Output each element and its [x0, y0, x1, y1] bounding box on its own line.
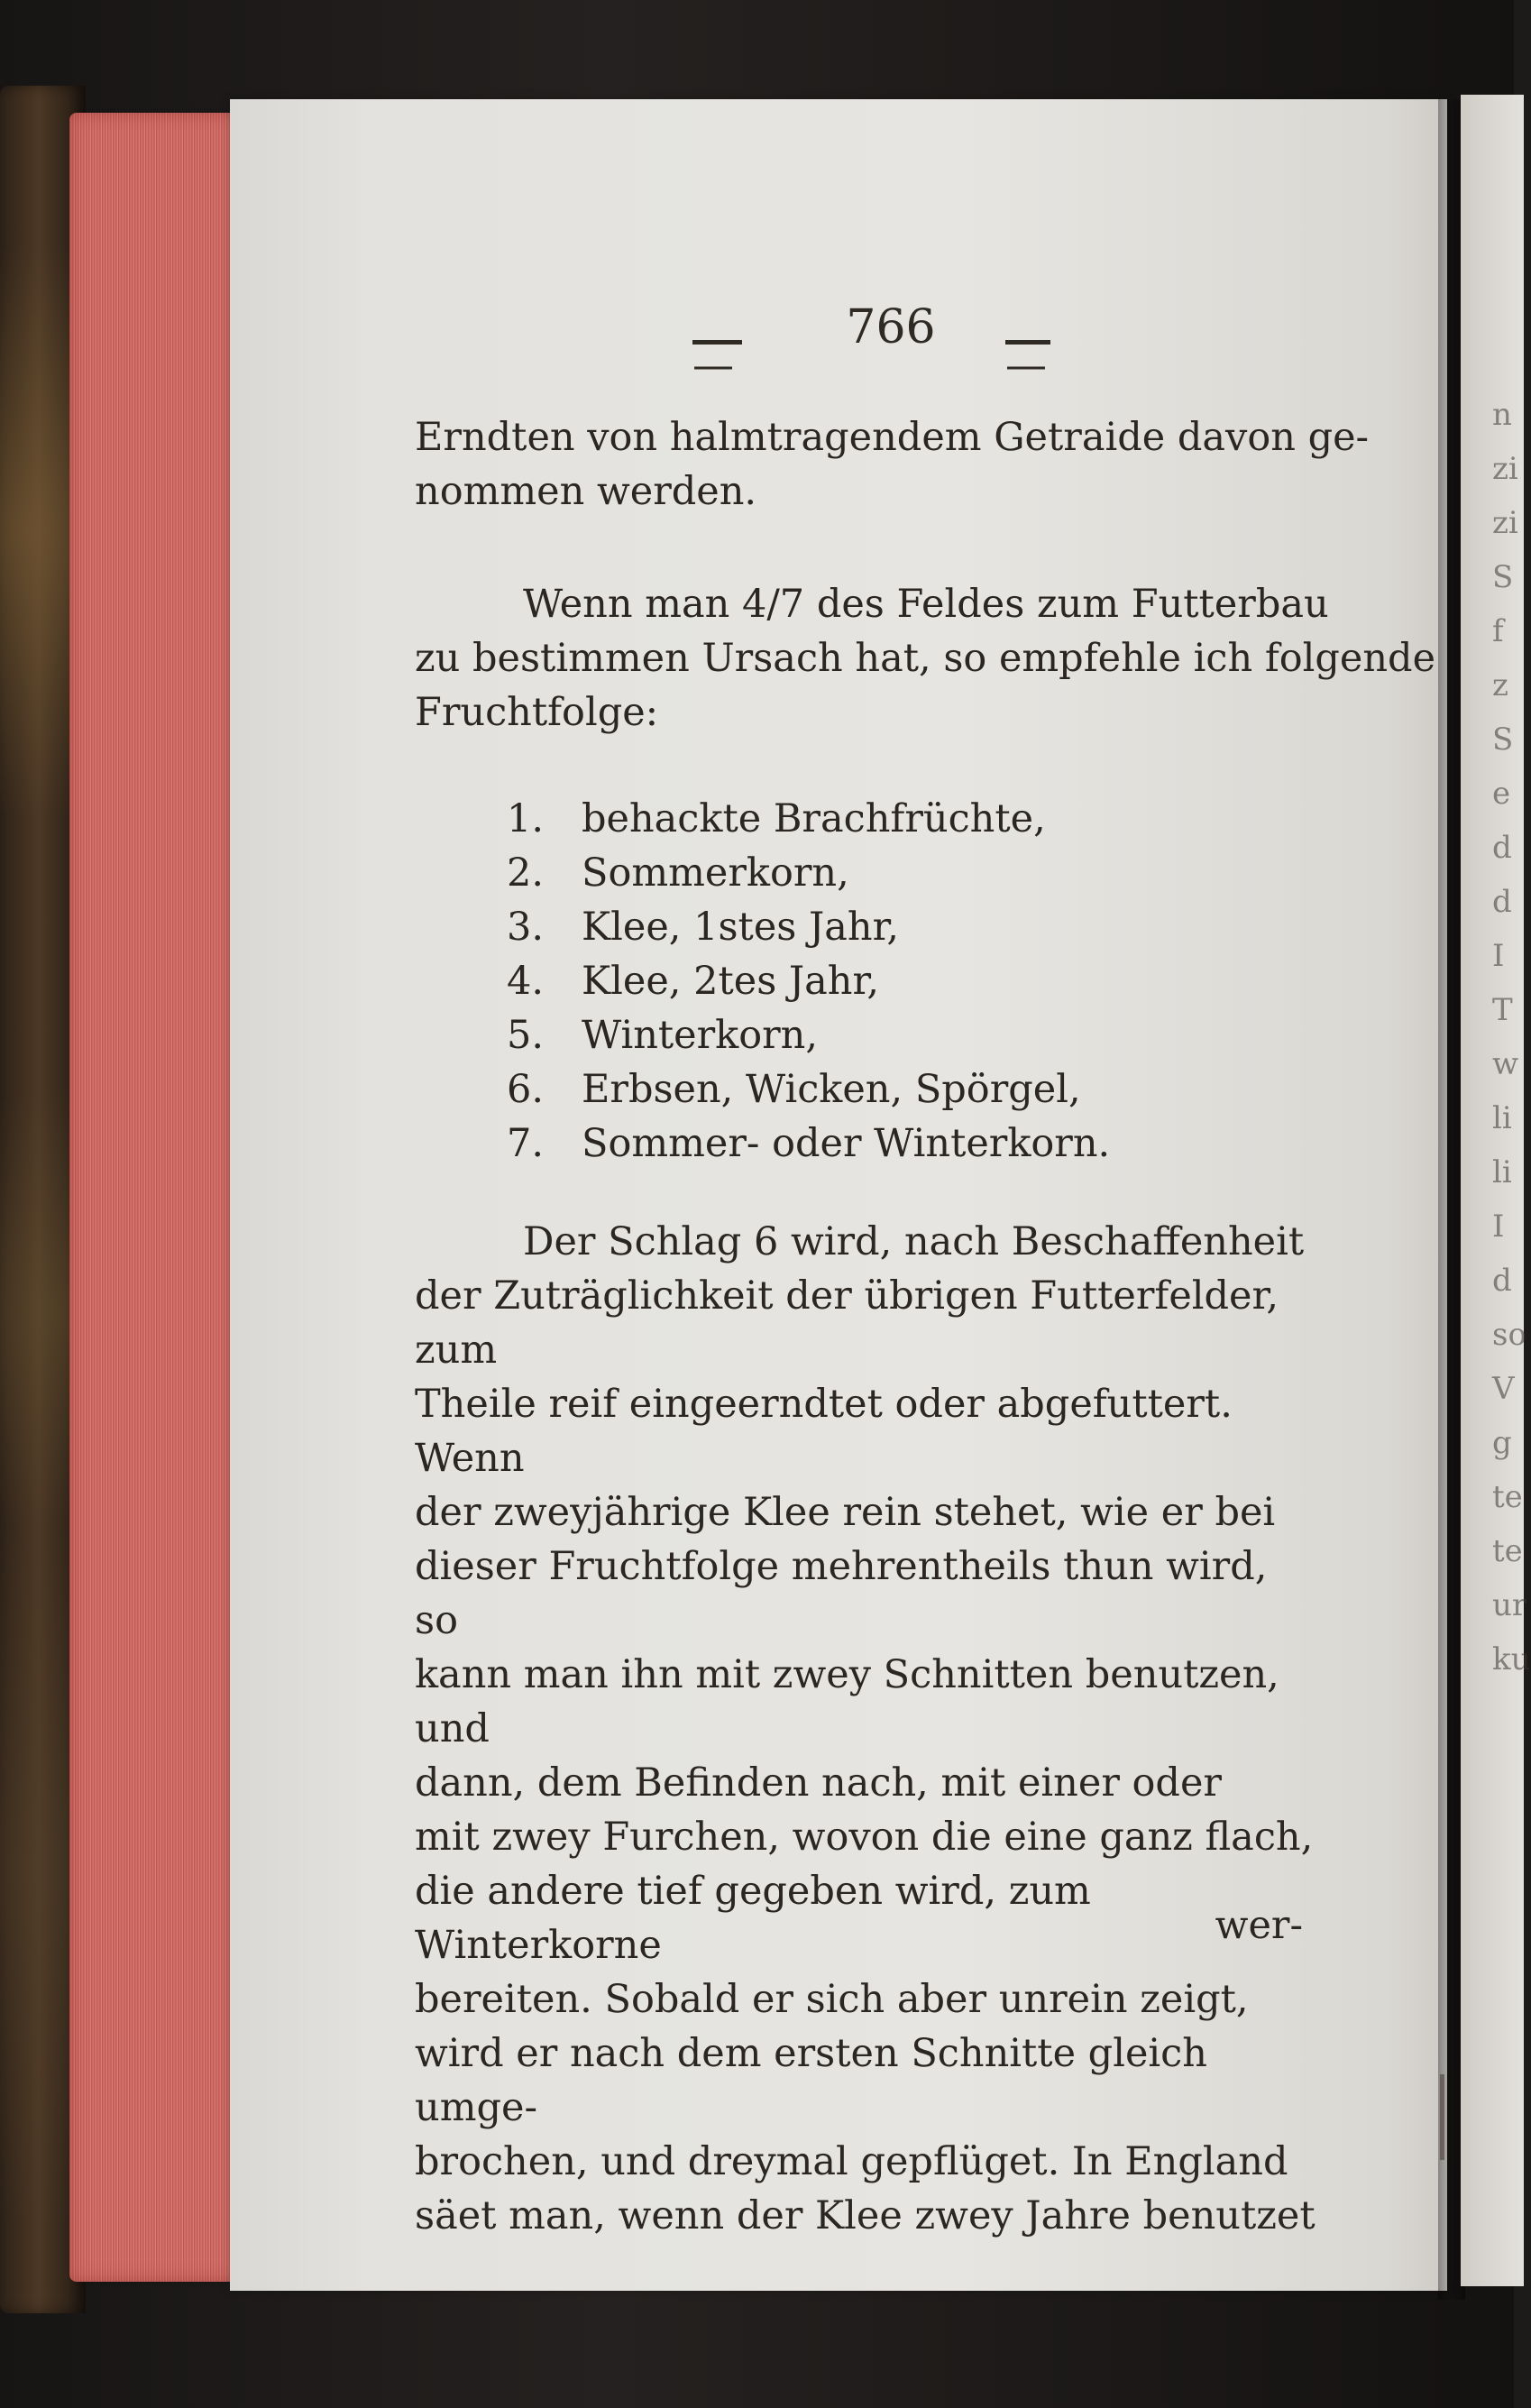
- fragment-text: te: [1492, 1533, 1523, 1569]
- page-number: 766: [846, 300, 936, 354]
- list-item-number: 3.: [506, 905, 544, 950]
- fragment-text: li: [1492, 1100, 1512, 1136]
- paragraph-line: Erndten von halmtragendem Getraide davon ge-: [415, 415, 1370, 460]
- fragment-text: zi: [1492, 451, 1518, 487]
- list-item-number: 1.: [506, 796, 544, 841]
- paragraph-line: dieser Fruchtfolge mehrentheils thun wird, so: [415, 1544, 1268, 1643]
- fragment-text: ku: [1492, 1641, 1531, 1677]
- adjacent-page-text-fragments: [1492, 388, 1531, 1687]
- list-item-text: Winterkorn,: [582, 1013, 819, 1058]
- list-item-text: Klee, 1stes Jahr,: [582, 905, 900, 950]
- header-right-dash: —: [1005, 340, 1050, 345]
- list-item-number: 6.: [506, 1067, 544, 1112]
- crop-rotation-list: [494, 792, 1161, 1171]
- list-item-text: Sommer- oder Winterkorn.: [582, 1121, 1111, 1166]
- fragment-text: w: [1492, 1046, 1519, 1082]
- list-item: [494, 846, 1161, 900]
- list-item-number: 2.: [506, 850, 544, 896]
- paragraph-line: Fruchtfolge:: [415, 690, 659, 735]
- list-item: [494, 954, 1161, 1008]
- fragment-text: V: [1492, 1371, 1515, 1407]
- gutter-mark: [1440, 2074, 1444, 2160]
- list-item: [494, 1117, 1161, 1171]
- paragraph-line: kann man ihn mit zwey Schnitten benutzen, und: [415, 1652, 1279, 1751]
- paragraph-line: der zweyjährige Klee rein stehet, wie er bei: [415, 1490, 1276, 1535]
- paragraph-line: der Zuträglichkeit der übrigen Futterfelder, zum: [415, 1273, 1279, 1373]
- paragraph-line: Theile reif eingeerndtet oder abgefuttert. Wenn: [415, 1382, 1233, 1481]
- paragraph-line: Der Schlag 6 wird, nach Beschaffenheit: [523, 1219, 1305, 1264]
- fragment-text: d: [1492, 1263, 1512, 1299]
- fragment-text: T: [1492, 992, 1513, 1028]
- list-item-text: Klee, 2tes Jahr,: [582, 959, 879, 1004]
- fragment-text: d: [1492, 884, 1512, 920]
- catchword: wer-: [1215, 1903, 1303, 1948]
- page-header: [676, 300, 1082, 389]
- fragment-text: e: [1492, 776, 1511, 812]
- fragment-text: S: [1492, 721, 1514, 758]
- list-item: [494, 1008, 1161, 1062]
- fragment-text: li: [1492, 1154, 1512, 1190]
- paragraph-line: bereiten. Sobald er sich aber unrein zeigt,: [415, 1977, 1249, 2022]
- paragraph-line: dann, dem Befinden nach, mit einer oder: [415, 1760, 1222, 1806]
- header-left-dash: —: [692, 340, 742, 345]
- fragment-text: d: [1492, 830, 1512, 866]
- list-item-text: Erbsen, Wicken, Spörgel,: [582, 1067, 1081, 1112]
- fragment-text: g: [1492, 1425, 1512, 1461]
- list-item-text: behackte Brachfrüchte,: [582, 796, 1046, 841]
- fragment-text: z: [1492, 667, 1508, 703]
- paragraph-line: nommen werden.: [415, 469, 757, 514]
- list-item-number: 7.: [506, 1121, 544, 1166]
- list-item: [494, 792, 1161, 846]
- red-page-edges: [69, 113, 250, 2282]
- fragment-text: ur: [1492, 1587, 1527, 1623]
- list-item-text: Sommerkorn,: [582, 850, 849, 896]
- cultivation-paragraph: [415, 1215, 1321, 2243]
- opening-paragraph: [415, 410, 1370, 519]
- paragraph-line: mit zwey Furchen, wovon die eine ganz flach,: [415, 1815, 1314, 1860]
- paragraph-line: wird er nach dem ersten Schnitte gleich umge-: [415, 2031, 1207, 2130]
- paragraph-line: zu bestimmen Ursach hat, so empfehle ich folgende: [415, 636, 1436, 681]
- paragraph-line: brochen, und dreymal gepflüget. In England: [415, 2139, 1288, 2184]
- paragraph-line: die andere tief gegeben wird, zum Winterkorne: [415, 1869, 1091, 1968]
- list-item-number: 4.: [506, 959, 544, 1004]
- fragment-text: te: [1492, 1479, 1523, 1515]
- fragment-text: S: [1492, 559, 1514, 595]
- fragment-text: zi: [1492, 505, 1518, 541]
- fragment-text: n: [1492, 397, 1512, 433]
- fragment-text: f: [1492, 613, 1504, 649]
- paragraph-line: säet man, wenn der Klee zwey Jahre benutzet: [415, 2193, 1316, 2238]
- list-item: [494, 1062, 1161, 1117]
- fragment-text: so: [1492, 1317, 1526, 1353]
- paragraph-line: Wenn man 4/7 des Feldes zum Futterbau: [523, 582, 1329, 627]
- fragment-text: I: [1492, 1209, 1505, 1245]
- fragment-text: I: [1492, 938, 1505, 974]
- list-item-number: 5.: [506, 1013, 544, 1058]
- list-item: [494, 900, 1161, 954]
- fruit-sequence-introduction: [415, 577, 1436, 740]
